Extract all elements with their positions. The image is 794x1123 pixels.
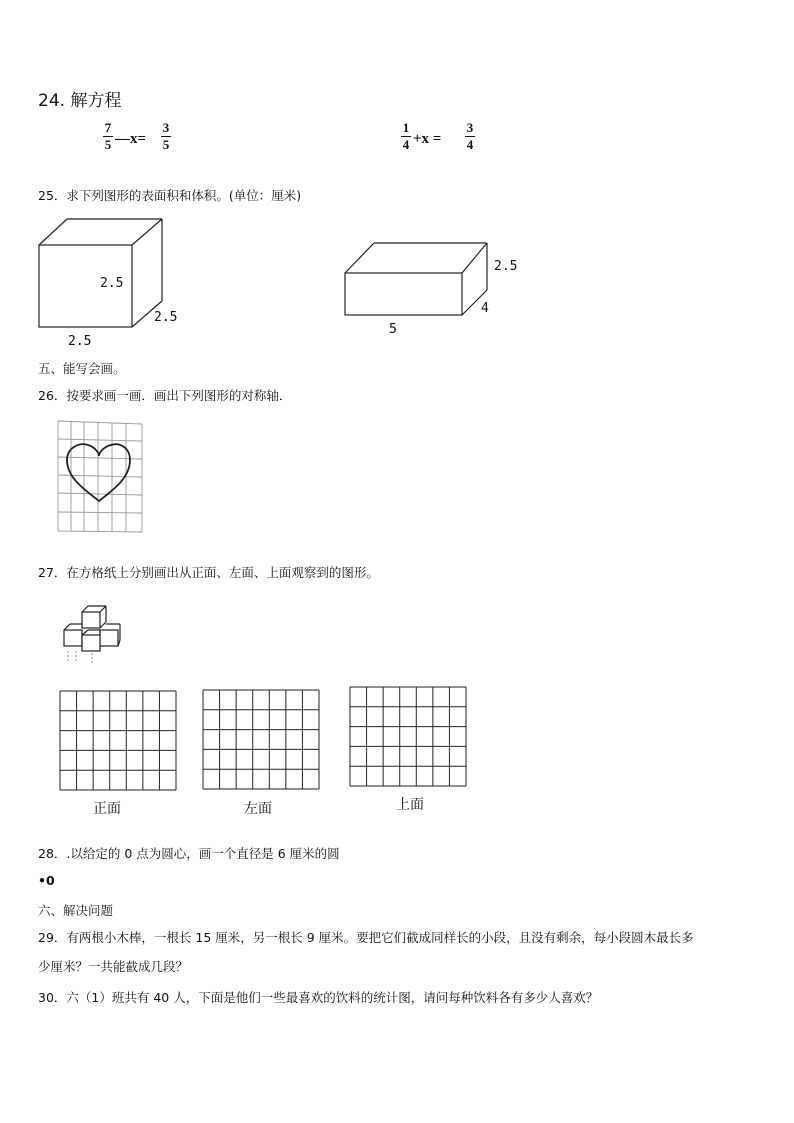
q27-text: 27．在方格纸上分别画出从正面、左面、上面观察到的图形。 [38,565,379,580]
q30-text: 30．六（1）班共有 40 人，下面是他们一些最喜欢的饮料的统计图，请问每种饮料各有多少人喜欢？ [38,990,599,1005]
fraction-1-4: 1 4 [402,120,410,153]
stacked-cubes-figure [58,603,128,665]
q24-title: 24. 解方程 [38,91,122,111]
fraction-7-5: 7 5 [104,120,112,153]
cuboid-height-dimension: 2.5 [494,259,518,274]
q29-text-line1: 29．有两根小木棒，一根长 15 厘米，另一根长 9 厘米。要把它们截成同样长的小段，且没有剩余，每小段圆木最长多 [38,930,694,945]
section-6-heading: 六、解决问题 [38,903,114,918]
left-view-label: 左面 [244,801,272,817]
cuboid-figure [340,238,500,318]
heart-grid-figure [55,420,147,535]
top-view-label: 上面 [396,797,424,813]
section-5-heading: 五、能写会画。 [38,361,126,376]
equation-2-operator: +x = [413,131,442,147]
cube-side-dimension: 2.5 [154,310,178,325]
equation-1-operator: —x= [115,131,147,147]
left-view-grid [202,689,320,790]
cube-front-dimension: 2.5 [100,276,124,291]
center-point-o: •0 [38,873,55,888]
top-view-grid [349,686,467,787]
q26-text: 26．按要求画一画．画出下列图形的对称轴． [38,388,292,403]
cube-bottom-dimension: 2.5 [68,334,92,349]
heart-shape [67,444,130,501]
fraction-3-5: 3 5 [162,120,170,153]
q28-text: 28．.以给定的 0 点为圆心，画一个直径是 6 厘米的圆 [38,846,340,861]
q25-text: 25．求下列图形的表面积和体积。(单位：厘米) [38,188,302,203]
front-view-label: 正面 [93,801,121,817]
fraction-3-4: 3 4 [466,120,474,153]
front-view-grid [59,690,177,791]
cuboid-length-dimension: 5 [389,322,397,337]
q29-text-line2: 少厘米？一共能截成几段？ [38,959,189,974]
cuboid-depth-dimension: 4 [481,301,489,316]
